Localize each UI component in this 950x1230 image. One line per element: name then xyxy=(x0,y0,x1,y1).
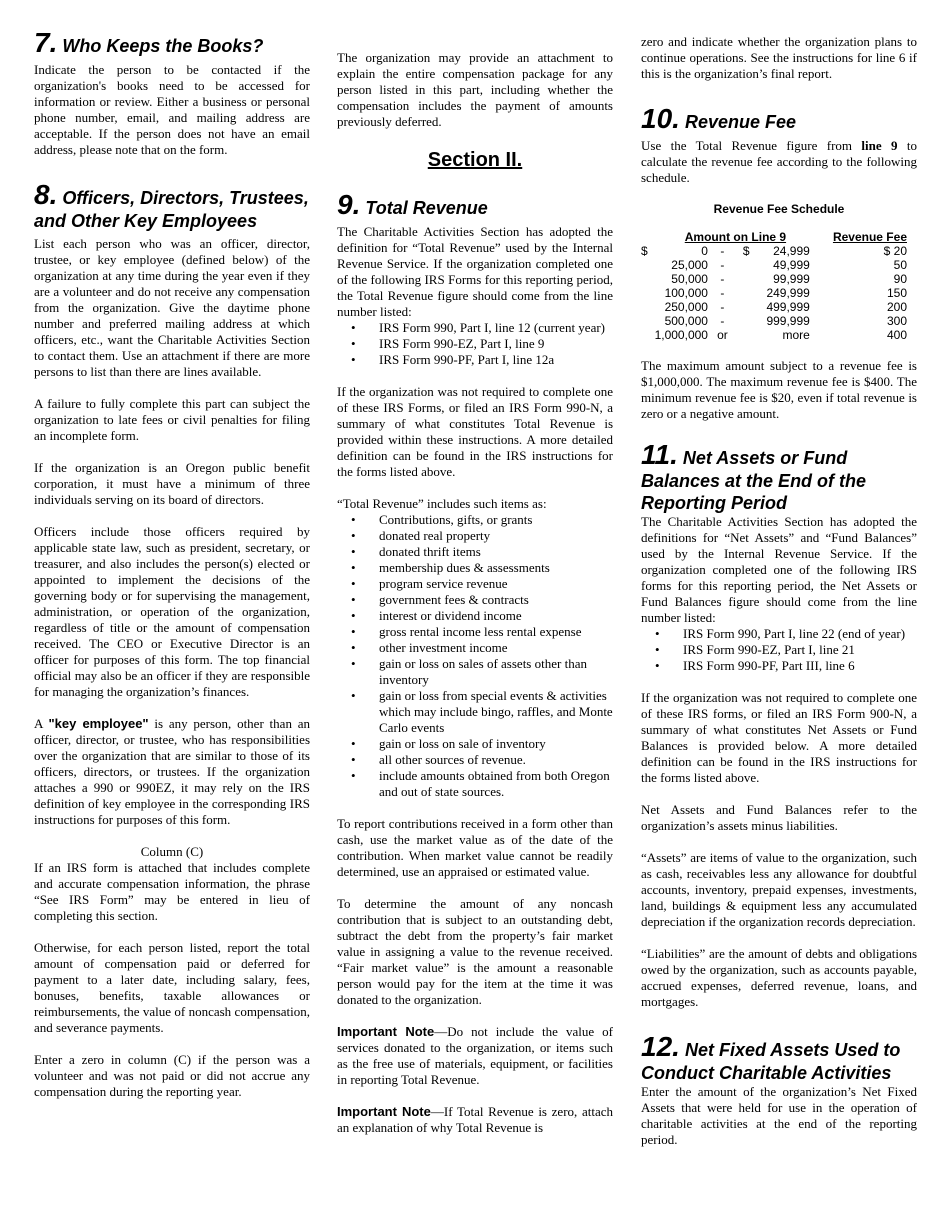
section-9-paragraph-1: The Charitable Activities Section has adopted the definition for “Total Revenue” used by the Internal Revenue Service. If the organization completed one of the following IRS Forms for this reporting period, the Total Revenue figure should come from the line number listed: xyxy=(337,224,613,319)
fee-cell-cur2 xyxy=(737,328,751,342)
key-employee-paragraph: A "key employee" is any person, other than an officer, director, or trustee, who has responsibilities over the organization that are similar to those of its officers, directors, or trustees. If the organization attaches a 990 or 990EZ, it may rely on the IRS definition of key employee in the corresponding IRS instructions for purposes of this form. xyxy=(34,716,310,827)
revenue-item: • membership dues & assessments xyxy=(379,560,613,576)
column-1 xyxy=(34,28,310,1100)
irs-form-list-item: • IRS Form 990-PF, Part I, line 12a xyxy=(379,352,613,368)
important-note-2: Important Note—If Total Revenue is zero, attach an explanation of why Total Revenue is xyxy=(337,1104,613,1135)
fee-cell-cur xyxy=(641,300,655,314)
section-11-paragraph-4: “Assets” are items of value to the organization, such as cash, receivables less any allowance for doubtful accounts, inventory, prepaid expenses, investments, land, buildings & equipment less any accumulated depreciation if the organization records depreciation. xyxy=(641,850,917,929)
important-note-1: Important Note—Do not include the value of services donated to the organization, or items such as the free use of materials, equipment, or facilities in reporting Total Revenue. xyxy=(337,1024,613,1087)
revenue-item: • government fees & contracts xyxy=(379,592,613,608)
revenue-fee-row xyxy=(641,328,917,342)
final-report-paragraph: zero and indicate whether the organization plans to continue operations. See the instructions for line 6 if this is the organization’s final report. xyxy=(641,34,917,81)
section-8-paragraph-7: Otherwise, for each person listed, report the total amount of compensation paid or deferred for payment to a later date, including salary, fees, bonuses, benefits, taxable allowances or reimbursements, the value of noncash compensation, and severance payments. xyxy=(34,940,310,1035)
section-ii-heading: Section II. xyxy=(427,149,523,171)
section-7-heading: 7. Who Keeps the Books? xyxy=(34,27,264,58)
section-8-paragraph-3: If the organization is an Oregon public benefit corporation, it must have a minimum of three individuals serving on its board of directors. xyxy=(34,460,310,507)
section-10-heading: 10. Revenue Fee xyxy=(641,103,797,134)
section-9-paragraph-5: To determine the amount of any noncash contribution that is subject to an outstanding debt, subtract the debt from the property’s fair market value in assigning a value to the revenue received. “Fair market value” is the amount a reasonable person would pay for the item at the time it was donated to the organization. xyxy=(337,896,613,1007)
section-8-paragraph-8: Enter a zero in column (C) if the person was a volunteer and was not paid or did not accrue any compensation during the reporting year. xyxy=(34,1052,310,1099)
section-12-paragraph-1: Enter the amount of the organization’s Net Fixed Assets that were held for use in the operation of charitable activities at the end of the reporting period. xyxy=(641,1084,917,1147)
fee-cell-fee: 150 xyxy=(886,286,907,300)
fee-cell-to: 499,999 xyxy=(766,300,810,314)
revenue-item: • gross rental income less rental expense xyxy=(379,624,613,640)
revenue-item: • gain or loss on sales of assets other than inventory xyxy=(379,656,613,688)
total-revenue-items-list xyxy=(337,512,613,800)
section-8-paragraph-4: Officers include those officers required by applicable state law, such as president, secretary, or treasurer, and also includes the person(s) elected or appointed to implement the decisions of the governing body or for supervising the management, administration, or operation of the organization, regardless of title or the amount of compensation received. The CEO or Executive Director is an officer for purposes of this form. The top financial official may also be an officer if they are responsible for managing the organization’s finances. xyxy=(34,524,310,699)
irs-forms-list xyxy=(337,320,613,368)
column-3 xyxy=(641,34,917,1148)
fee-cell-cur xyxy=(641,272,655,286)
revenue-item: • donated thrift items xyxy=(379,544,613,560)
revenue-fee-row xyxy=(641,314,917,328)
section-8-paragraph-2: A failure to fully complete this part can subject the organization to late fees or civil penalties for filing an incomplete form. xyxy=(34,396,310,443)
section-11-paragraph-1: The Charitable Activities Section has adopted the definitions for “Net Assets” and “Fund Balances” used by the Internal Revenue Service. If the organization completed one of the following IRS forms for this reporting period, the Net Assets or Fund Balances figure should come from the line number listed: xyxy=(641,514,917,625)
revenue-item: • donated real property xyxy=(379,528,613,544)
fee-cell-cur2 xyxy=(737,300,751,314)
section-11-paragraph-2: If the organization was not required to complete one of these IRS forms, or filed an IRS Form 900-N, a summary of what constitutes Net Assets or Fund Balances is provided below. A more detailed definition can be found in the IRS instructions for the forms listed above. xyxy=(641,690,917,785)
fee-cell-to: 49,999 xyxy=(773,258,810,272)
section-10-paragraph-1: Use the Total Revenue figure from line 9 to calculate the revenue fee according to the following schedule. xyxy=(641,138,917,185)
fee-cell-to: 24,999 xyxy=(773,244,810,258)
compensation-attachment-paragraph: The organization may provide an attachment to explain the entire compensation package for any person listed in this part, including whether the compensation includes the payment of amounts previously deferred. xyxy=(337,50,613,129)
fee-cell-from: 0 xyxy=(701,244,708,258)
fee-cell-cur2 xyxy=(737,286,751,300)
section-10-paragraph-2: The maximum amount subject to a revenue fee is $1,000,000. The maximum revenue fee is $400. The minimum revenue fee is $20, even if total revenue is zero or a negative amount. xyxy=(641,358,917,421)
section-9-paragraph-4: To report contributions received in a form other than cash, use the market value as of the date of the contribution. When market value cannot be readily determined, use an appraised or estimated value. xyxy=(337,816,613,879)
section-11-paragraph-3: Net Assets and Fund Balances refer to the organization’s assets minus liabilities. xyxy=(641,802,917,833)
fee-cell-to: 249,999 xyxy=(766,286,810,300)
revenue-item: • include amounts obtained from both Oregon and out of state sources. xyxy=(379,768,613,800)
revenue-item: • all other sources of revenue. xyxy=(379,752,613,768)
fee-cell-cur2 xyxy=(737,314,751,328)
fee-cell-fee: 400 xyxy=(886,328,907,342)
revenue-item: • gain or loss on sale of inventory xyxy=(379,736,613,752)
column-c-heading: Column (C) xyxy=(140,844,204,859)
fee-cell-fee: $ 20 xyxy=(883,244,907,258)
fee-cell-from: 50,000 xyxy=(671,272,708,286)
fee-cell-from: 250,000 xyxy=(664,300,708,314)
fee-cell-sep: - xyxy=(720,244,725,258)
revenue-fee-row xyxy=(641,244,917,258)
revenue-item: • gain or loss from special events & activities which may include bingo, raffles, and Monte Carlo events xyxy=(379,688,613,736)
section-11-heading: 11. Net Assets or Fund Balances at the End of the Reporting Period xyxy=(641,439,867,513)
revenue-fee-header-row xyxy=(641,230,917,244)
fee-cell-to: 99,999 xyxy=(773,272,810,286)
irs-form-list-item: • IRS Form 990-EZ, Part I, line 21 xyxy=(683,642,917,658)
fee-cell-sep: or xyxy=(717,328,728,342)
revenue-fee-table xyxy=(641,230,917,342)
fee-cell-cur2 xyxy=(737,258,751,272)
revenue-fee-schedule-title: Revenue Fee Schedule xyxy=(713,202,845,216)
fee-cell-sep: - xyxy=(720,300,725,314)
fee-cell-sep: - xyxy=(720,258,725,272)
section-8-paragraph-6: If an IRS form is attached that includes complete and accurate compensation information, the phrase “See IRS Form” may be entered in lieu of completing this section. xyxy=(34,860,310,923)
fee-cell-cur xyxy=(641,286,655,300)
section-8-heading: 8. Officers, Directors, Trustees, and Other Key Employees xyxy=(34,179,309,231)
fee-cell-cur: $ xyxy=(641,244,648,258)
irs-form-list-item: • IRS Form 990, Part I, line 12 (current year) xyxy=(379,320,613,336)
revenue-item: • interest or dividend income xyxy=(379,608,613,624)
fee-cell-from: 500,000 xyxy=(664,314,708,328)
revenue-fee-row xyxy=(641,272,917,286)
irs-form-list-item: • IRS Form 990, Part I, line 22 (end of year) xyxy=(683,626,917,642)
fee-cell-cur xyxy=(641,328,655,342)
key-employee-term: "key employee" xyxy=(48,716,149,731)
fee-cell-fee: 90 xyxy=(893,272,907,286)
section-9-heading: 9. Total Revenue xyxy=(337,189,488,220)
section-7-paragraph: Indicate the person to be contacted if the organization's books need to be accessed for information or review. Either a business or personal phone number, email, and mailing address are acceptable. If the person does not have an email address, please note that on the form. xyxy=(34,62,310,157)
revenue-fee-row xyxy=(641,300,917,314)
fee-cell-cur xyxy=(641,314,655,328)
fee-cell-cur2 xyxy=(737,272,751,286)
section-9-paragraph-3: “Total Revenue” includes such items as: xyxy=(337,496,547,511)
fee-cell-to: 999,999 xyxy=(766,314,810,328)
fee-cell-sep: - xyxy=(720,272,725,286)
section-11-paragraph-5: “Liabilities” are the amount of debts and obligations owed by the organization, such as accounts payable, accrued expenses, deferred revenue, loans, and mortgages. xyxy=(641,946,917,1009)
section-9-paragraph-2: If the organization was not required to complete one of these IRS Forms, or filed an IRS Form 990-N, a summary of what constitutes Total Revenue is provided within these instructions. A more detailed definition can be found in the IRS instructions for the forms listed above. xyxy=(337,384,613,479)
revenue-fee-row xyxy=(641,286,917,300)
fee-column-header: Revenue Fee xyxy=(832,230,907,244)
column-2 xyxy=(337,34,613,1136)
net-assets-forms-list xyxy=(641,626,917,674)
fee-cell-from: 1,000,000 xyxy=(654,328,708,342)
fee-cell-fee: 200 xyxy=(886,300,907,314)
revenue-fee-row xyxy=(641,258,917,272)
fee-cell-sep: - xyxy=(720,286,725,300)
revenue-item: • other investment income xyxy=(379,640,613,656)
fee-cell-from: 25,000 xyxy=(671,258,708,272)
fee-cell-to: more xyxy=(782,328,810,342)
section-12-heading: 12. Net Fixed Assets Used to Conduct Charitable Activities xyxy=(641,1031,901,1083)
fee-cell-cur2: $ xyxy=(742,244,750,258)
irs-form-list-item: • IRS Form 990-PF, Part III, line 6 xyxy=(683,658,917,674)
fee-cell-cur xyxy=(641,258,655,272)
amount-column-header: Amount on Line 9 xyxy=(684,230,787,244)
revenue-item: • Contributions, gifts, or grants xyxy=(379,512,613,528)
section-8-paragraph-1: List each person who was an officer, director, trustee, or key employee (defined below) of the organization at any time during the year even if they are a volunteer and do not receive any compensation from the organization. Give the daytime phone number and preferred mailing address at which officers, etc., want the Charitable Activities Section to contact them. Use an attachment if there are more persons to list than there are lines available. xyxy=(34,236,310,379)
fee-cell-sep: - xyxy=(720,314,725,328)
irs-form-list-item: • IRS Form 990-EZ, Part I, line 9 xyxy=(379,336,613,352)
fee-cell-fee: 300 xyxy=(886,314,907,328)
revenue-item: • program service revenue xyxy=(379,576,613,592)
fee-cell-from: 100,000 xyxy=(664,286,708,300)
fee-cell-fee: 50 xyxy=(893,258,907,272)
